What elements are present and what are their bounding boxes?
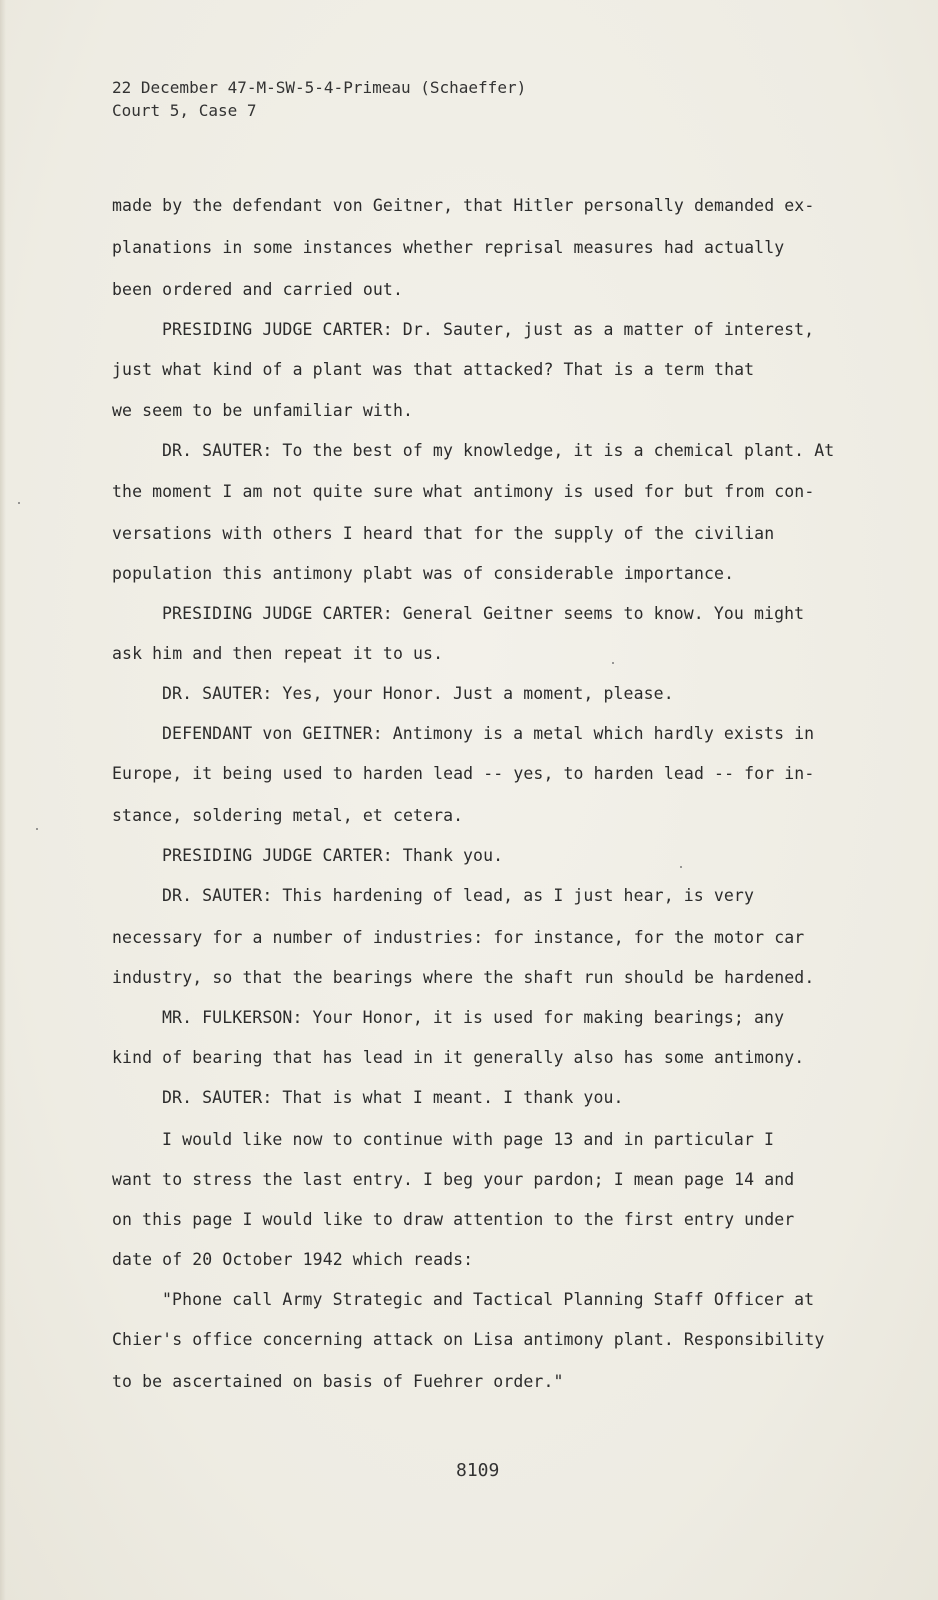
text-line: date of 20 October 1942 which reads:: [112, 1250, 474, 1269]
text-line: ask him and then repeat it to us.: [112, 644, 444, 663]
text-line: Europe, it being used to harden lead -- yes, to harden lead -- for in-: [112, 764, 815, 783]
text-line: DR. SAUTER: Yes, your Honor. Just a moment, please.: [162, 684, 674, 703]
text-line: "Phone call Army Strategic and Tactical Planning Staff Officer at: [162, 1290, 815, 1309]
text-line: DR. SAUTER: This hardening of lead, as I just hear, is very: [162, 886, 754, 905]
text-line: been ordered and carried out.: [112, 280, 403, 299]
text-line: I would like now to continue with page 13 and in particular I: [162, 1130, 775, 1149]
paper-speck: [680, 866, 682, 868]
header-line-2: Court 5, Case 7: [112, 101, 257, 120]
document-header: [112, 76, 526, 122]
text-line: necessary for a number of industries: for instance, for the motor car: [112, 928, 805, 947]
text-line: want to stress the last entry. I beg your pardon; I mean page 14 and: [112, 1170, 795, 1189]
text-line: DR. SAUTER: That is what I meant. I thank you.: [162, 1088, 624, 1107]
text-line: versations with others I heard that for the supply of the civilian: [112, 524, 775, 543]
paper-speck: [36, 828, 38, 830]
page-number: 8109: [456, 1460, 500, 1481]
text-line: industry, so that the bearings where the shaft run should be hardened.: [112, 968, 815, 987]
text-line: PRESIDING JUDGE CARTER: General Geitner seems to know. You might: [162, 604, 805, 623]
text-line: PRESIDING JUDGE CARTER: Dr. Sauter, just as a matter of interest,: [162, 320, 815, 339]
text-line: population this antimony plabt was of considerable importance.: [112, 564, 735, 583]
text-line: DR. SAUTER: To the best of my knowledge, it is a chemical plant. At: [162, 441, 835, 460]
text-line: to be ascertained on basis of Fuehrer order.": [112, 1372, 564, 1391]
page-edge-shadow: [0, 0, 6, 1600]
text-line: we seem to be unfamiliar with.: [112, 401, 414, 420]
paper-speck: [18, 502, 20, 504]
text-line: PRESIDING JUDGE CARTER: Thank you.: [162, 846, 504, 865]
text-line: stance, soldering metal, et cetera.: [112, 806, 464, 825]
text-line: kind of bearing that has lead in it generally also has some antimony.: [112, 1048, 805, 1067]
text-line: just what kind of a plant was that attacked? That is a term that: [112, 360, 755, 379]
header-line-1: 22 December 47-M-SW-5-4-Primeau (Schaeffer): [112, 78, 527, 97]
text-line: DEFENDANT von GEITNER: Antimony is a metal which hardly exists in: [162, 724, 815, 743]
text-line: made by the defendant von Geitner, that Hitler personally demanded ex-: [112, 196, 815, 215]
text-line: on this page I would like to draw attention to the first entry under: [112, 1210, 795, 1229]
paper-speck: [612, 662, 614, 664]
text-line: MR. FULKERSON: Your Honor, it is used for making bearings; any: [162, 1008, 785, 1027]
text-line: Chier's office concerning attack on Lisa antimony plant. Responsibility: [112, 1330, 825, 1349]
text-line: the moment I am not quite sure what antimony is used for but from con-: [112, 482, 815, 501]
text-line: planations in some instances whether reprisal measures had actually: [112, 238, 785, 257]
